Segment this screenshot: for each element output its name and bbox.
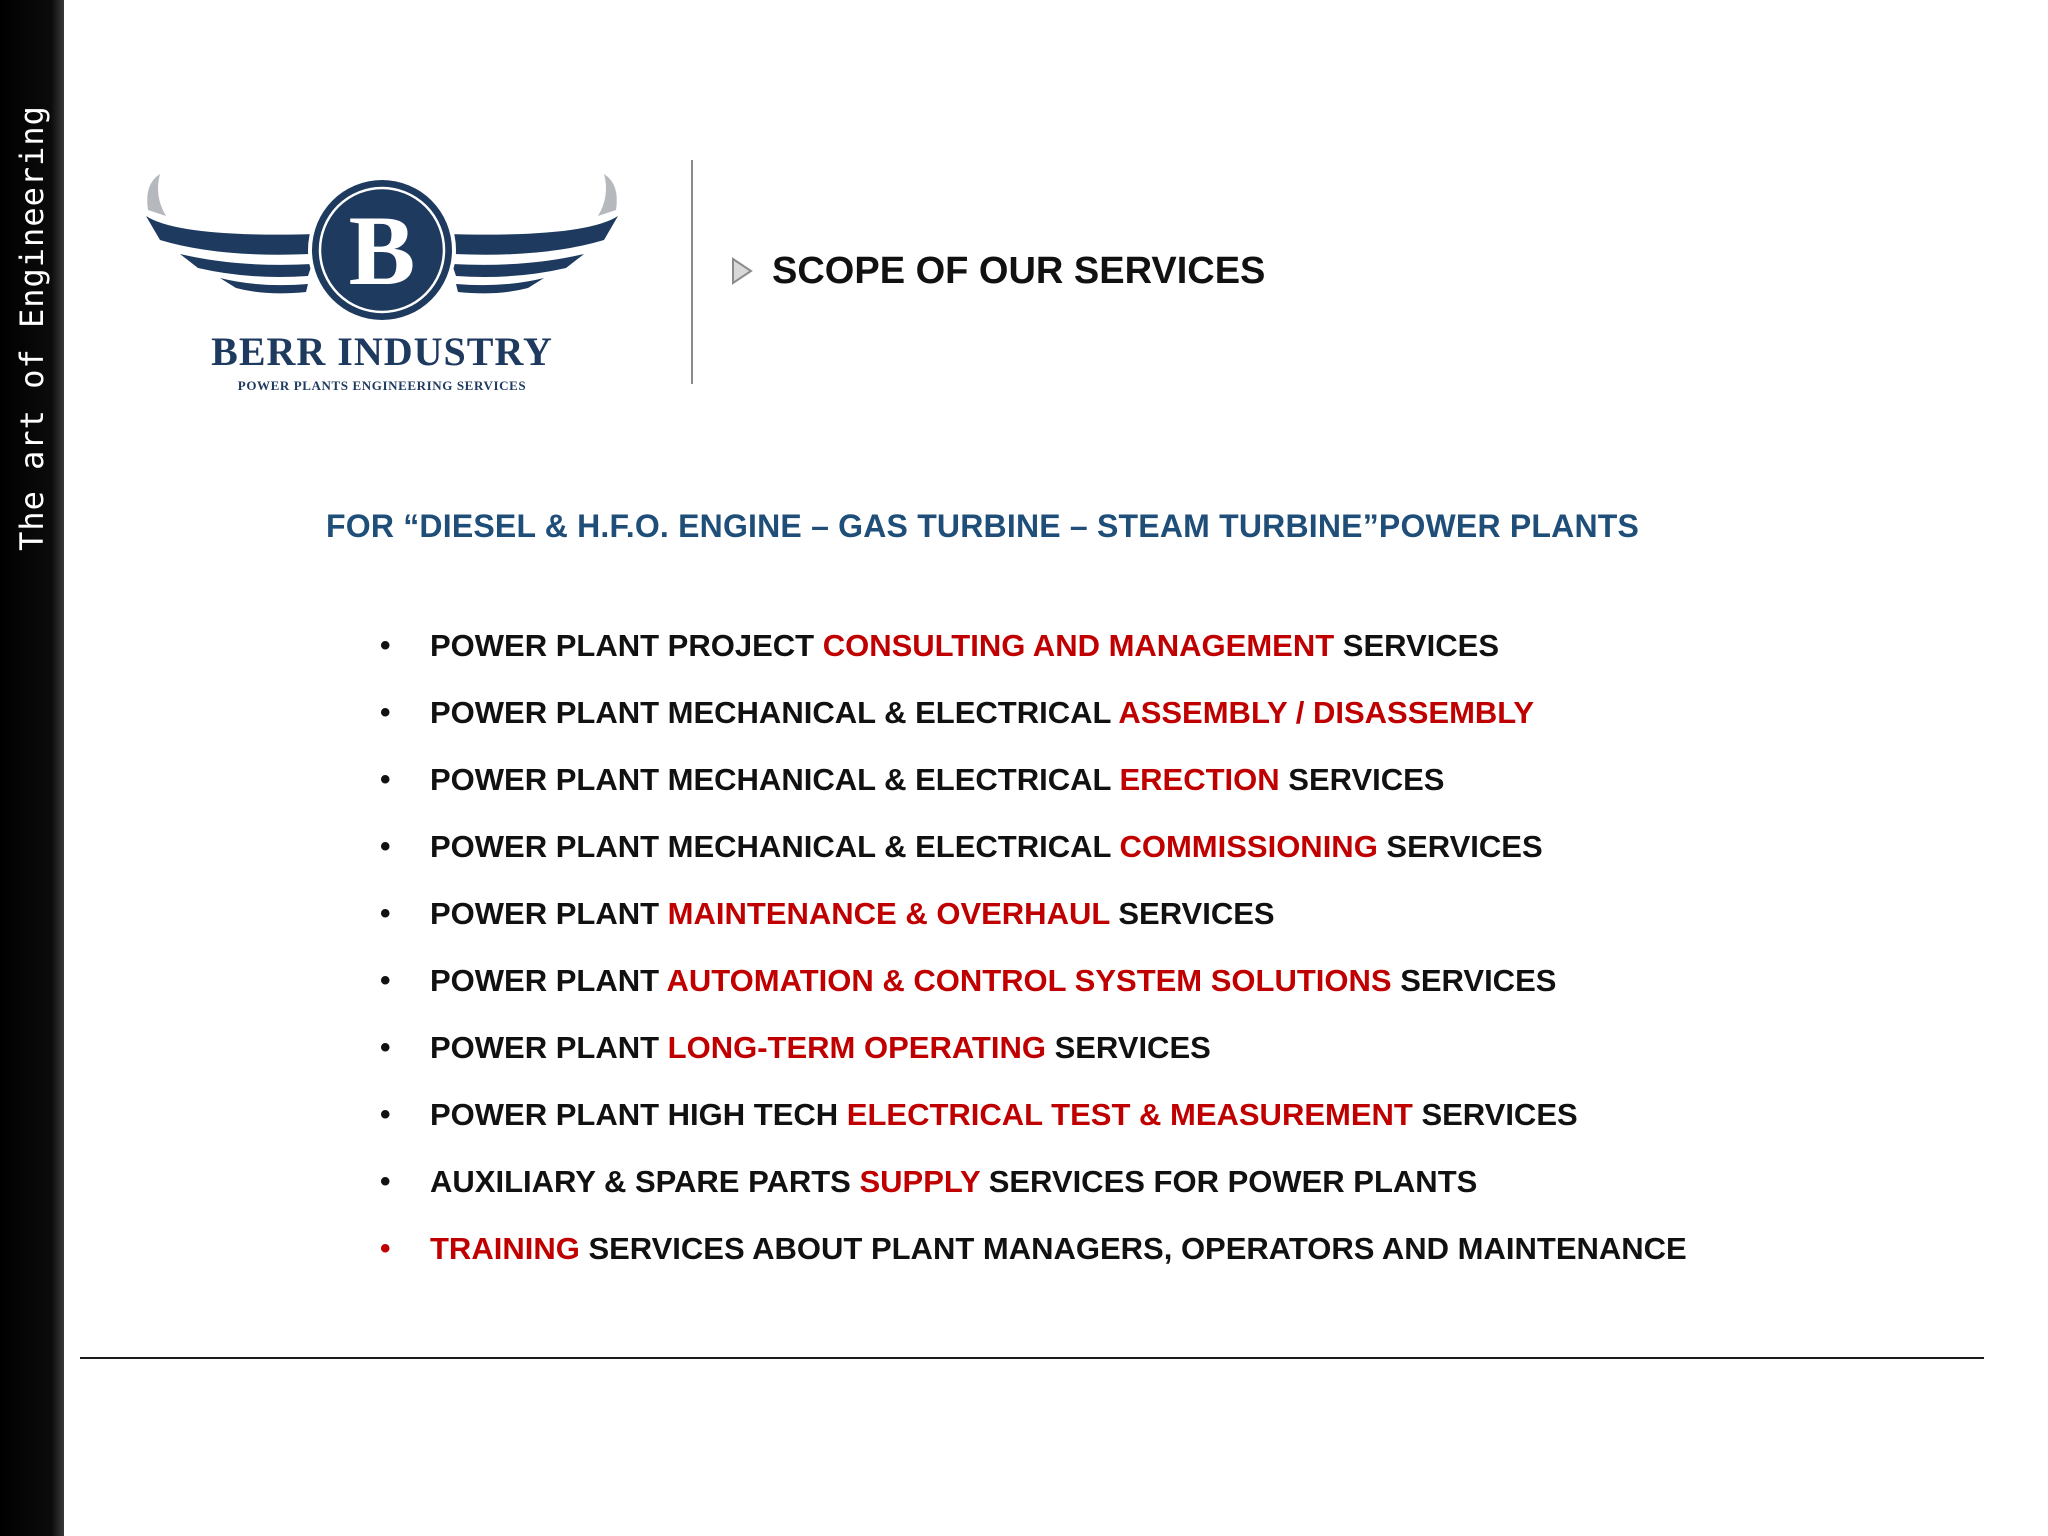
service-text: SERVICES: [1279, 762, 1445, 797]
service-text: SERVICES: [1391, 963, 1557, 998]
service-highlight: LONG-TERM OPERATING: [667, 1030, 1046, 1065]
bullet-icon: •: [380, 830, 391, 863]
service-highlight: COMMISSIONING: [1119, 829, 1378, 864]
bullet-icon: •: [380, 763, 391, 796]
footer-divider: [80, 1357, 1984, 1359]
bullet-icon: •: [380, 696, 391, 729]
bullet-icon: •: [380, 897, 391, 930]
bullet-icon: •: [380, 1165, 391, 1198]
service-text: POWER PLANT MECHANICAL & ELECTRICAL: [430, 762, 1120, 797]
page-title: SCOPE OF OUR SERVICES: [772, 249, 1266, 292]
bullet-icon: •: [380, 1232, 391, 1265]
list-item: [380, 687, 1687, 754]
service-highlight: SUPPLY: [859, 1164, 981, 1199]
service-text: POWER PLANT: [430, 963, 667, 998]
service-text: SERVICES: [1045, 1030, 1211, 1065]
service-highlight: AUTOMATION & CONTROL SYSTEM SOLUTIONS: [666, 963, 1392, 998]
logo-title: BERR INDUSTRY: [211, 329, 553, 374]
list-item: [380, 1156, 1687, 1223]
service-text: POWER PLANT MECHANICAL & ELECTRICAL: [430, 695, 1119, 730]
service-highlight: ERECTION: [1119, 762, 1280, 797]
logo-emblem-icon: [140, 168, 624, 328]
service-text: POWER PLANT MECHANICAL & ELECTRICAL: [430, 829, 1120, 864]
list-item: [380, 1089, 1687, 1156]
service-text: SERVICES: [1109, 896, 1275, 931]
heading-row: [730, 246, 1265, 296]
logo-letter: B: [348, 195, 416, 306]
list-item: [380, 821, 1687, 888]
service-highlight: MAINTENANCE & OVERHAUL: [667, 896, 1110, 931]
services-list: [380, 620, 1687, 1290]
service-text: POWER PLANT: [430, 1030, 668, 1065]
service-text: SERVICES: [1334, 628, 1500, 663]
service-highlight: ELECTRICAL TEST & MEASUREMENT: [846, 1097, 1413, 1132]
list-item: [380, 1022, 1687, 1089]
list-item: [380, 888, 1687, 955]
service-text: AUXILIARY & SPARE PARTS: [430, 1164, 860, 1199]
service-text: SERVICES ABOUT PLANT MANAGERS, OPERATORS AND MAINTENANCE: [579, 1231, 1687, 1266]
service-highlight: ASSEMBLY / DISASSEMBLY: [1118, 695, 1535, 730]
list-item: [380, 1223, 1687, 1290]
side-bar: [0, 0, 64, 1536]
service-text: SERVICES: [1377, 829, 1543, 864]
logo-divider: [691, 160, 693, 384]
bullet-icon: •: [380, 1031, 391, 1064]
list-item: [380, 620, 1687, 687]
company-logo: [140, 168, 624, 408]
service-text: POWER PLANT HIGH TECH: [430, 1097, 847, 1132]
logo-subtitle: POWER PLANTS ENGINEERING SERVICES: [237, 378, 527, 393]
list-item: [380, 955, 1687, 1022]
bullet-icon: •: [380, 1098, 391, 1131]
service-text: SERVICES: [1412, 1097, 1578, 1132]
service-text: POWER PLANT PROJECT: [430, 628, 823, 663]
side-bar-tagline: The art of Engineering: [13, 105, 51, 551]
list-item: [380, 754, 1687, 821]
service-text: POWER PLANT: [430, 896, 668, 931]
bullet-icon: •: [380, 629, 391, 662]
bullet-icon: •: [380, 964, 391, 997]
service-text: SERVICES FOR POWER PLANTS: [980, 1164, 1478, 1199]
triangle-arrow-icon: [730, 256, 754, 286]
subheading: FOR “DIESEL & H.F.O. ENGINE – GAS TURBINE – STEAM TURBINE”POWER PLANTS: [326, 508, 1640, 544]
service-highlight: TRAINING: [430, 1231, 580, 1266]
service-highlight: CONSULTING AND MANAGEMENT: [822, 628, 1335, 663]
